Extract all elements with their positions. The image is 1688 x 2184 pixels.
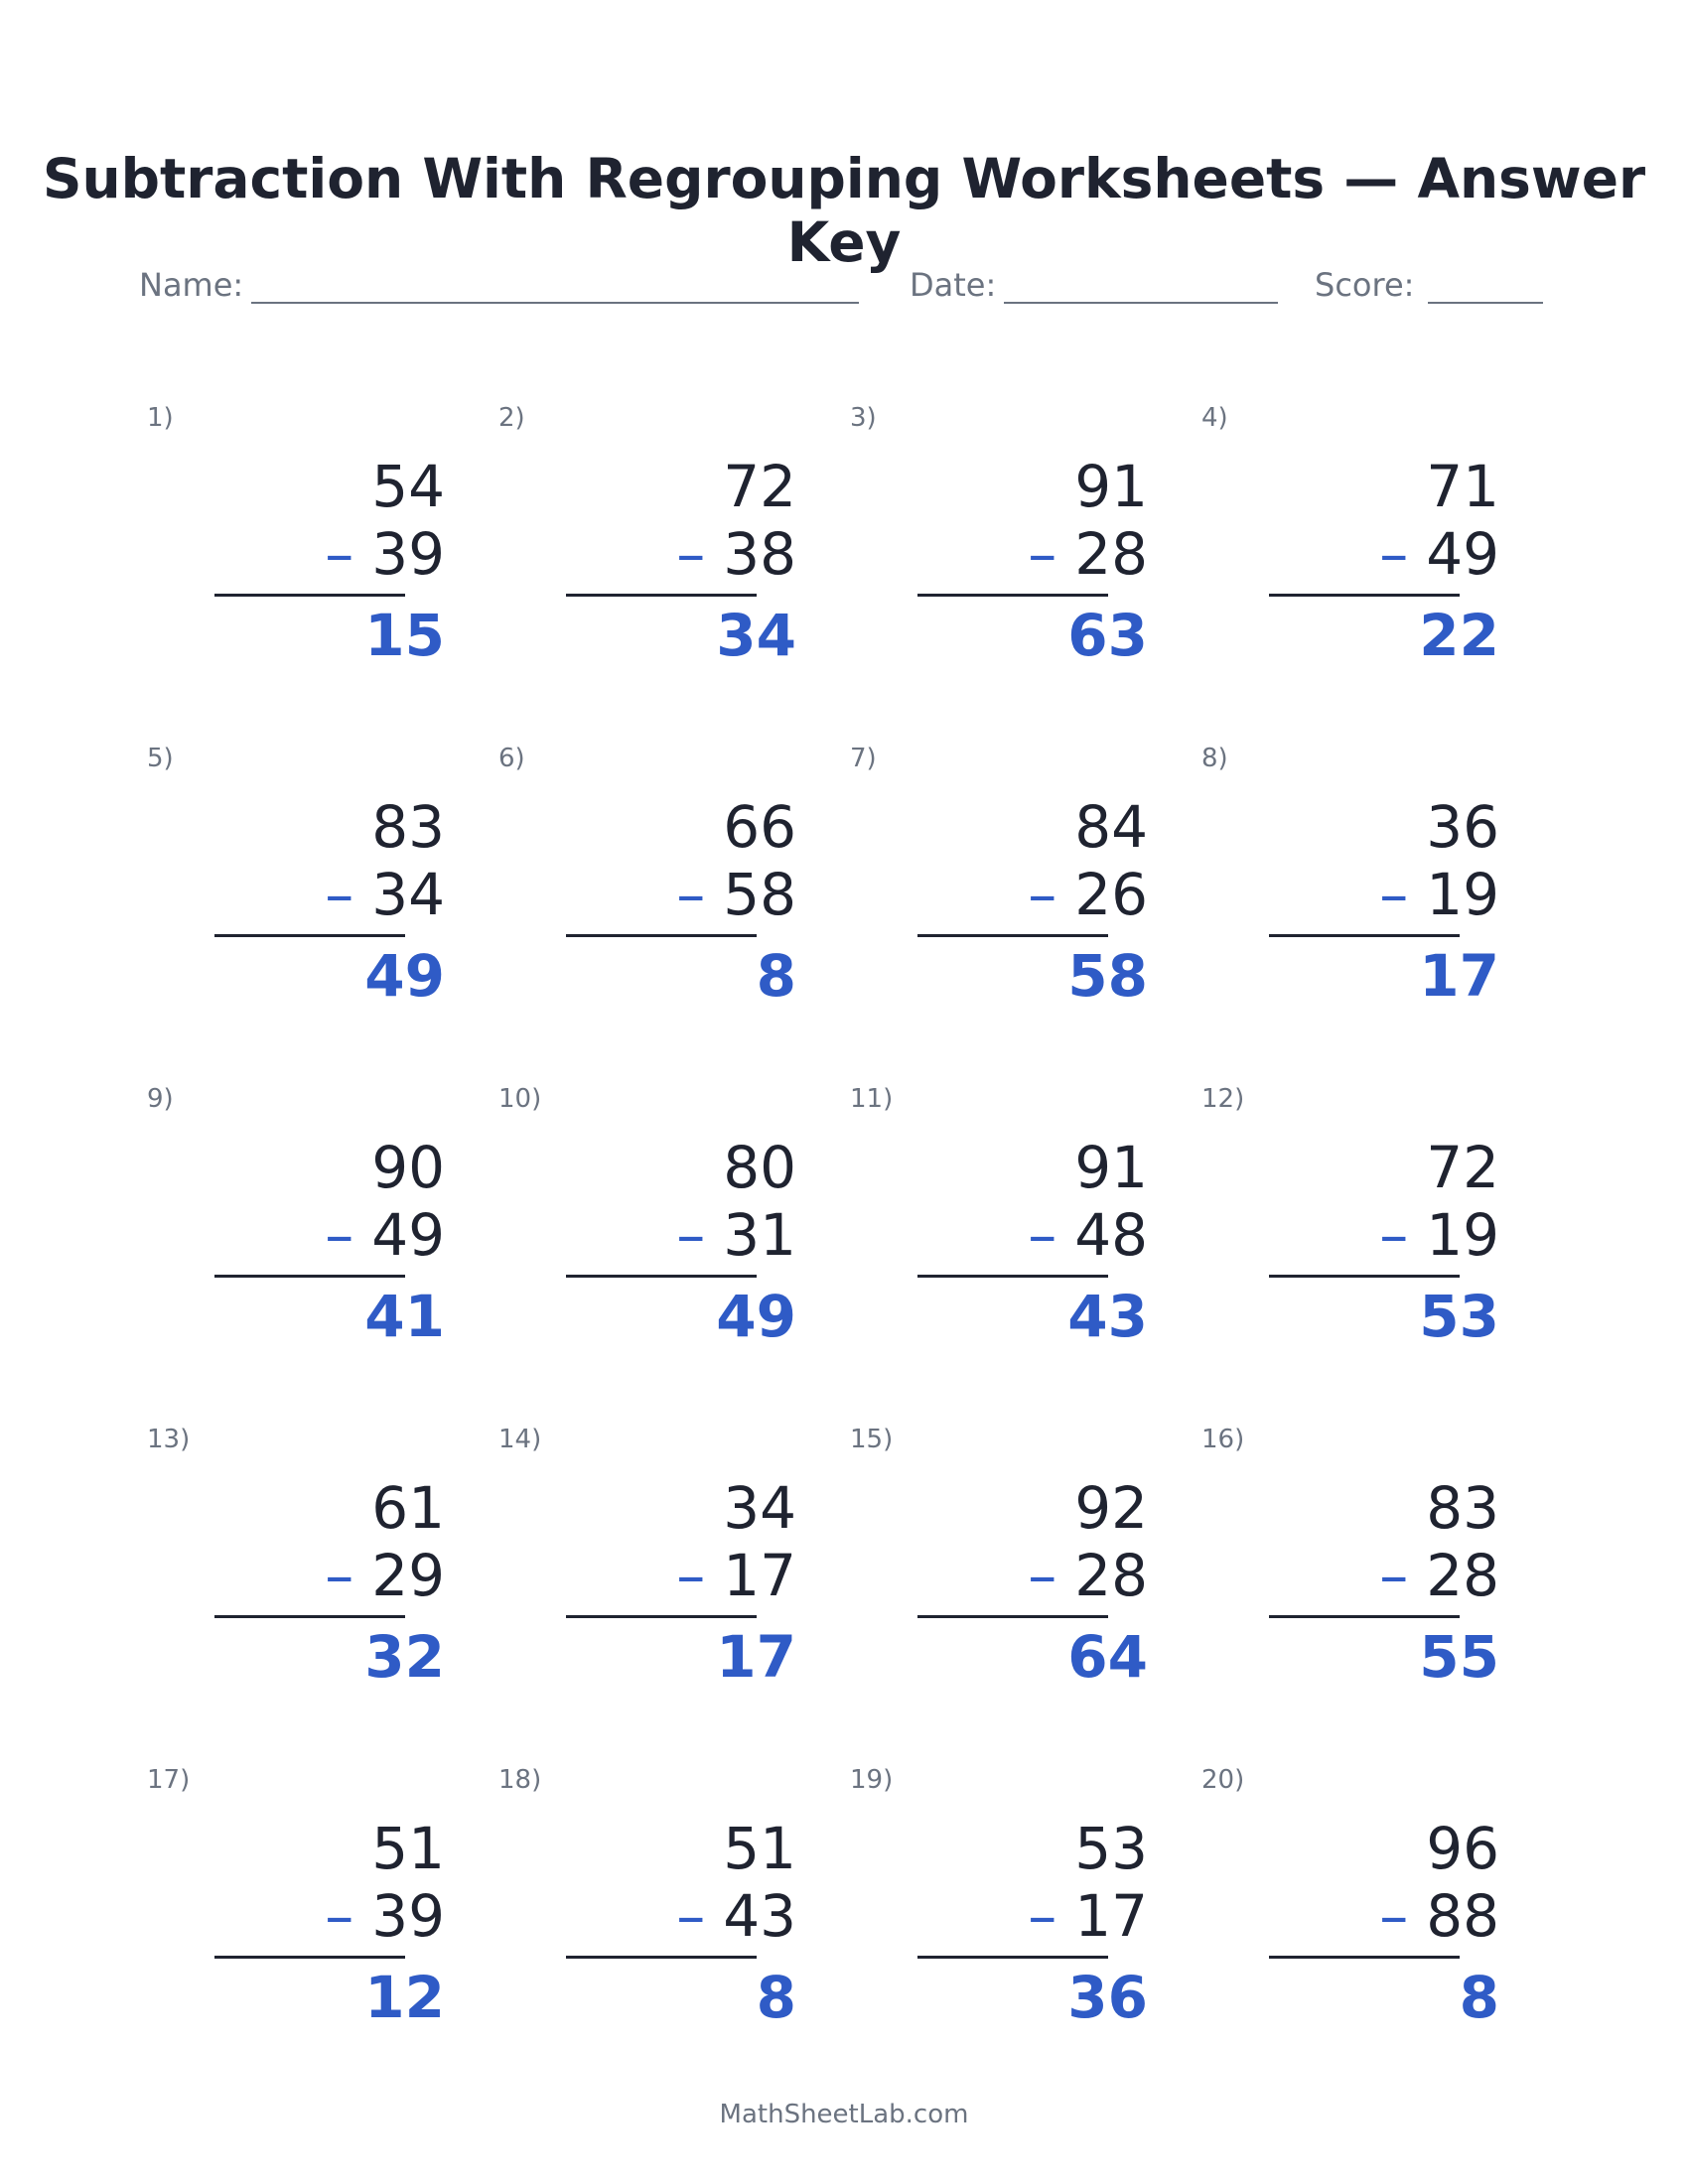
problem (850, 1084, 1188, 1382)
minus-sign: – (325, 520, 354, 588)
subtrahend-row (598, 1542, 796, 1609)
answer: 63 (1067, 602, 1148, 669)
answer-rule (566, 1275, 757, 1278)
problem (147, 1425, 485, 1722)
problem-number: 13) (147, 1425, 191, 1454)
name-label: Name: (139, 266, 244, 304)
subtrahend-row (1301, 1882, 1499, 1950)
subtrahend-row (949, 1542, 1148, 1609)
subtrahend: 19 (1426, 1201, 1499, 1269)
minuend: 71 (1426, 453, 1499, 520)
subtrahend-row (246, 1882, 445, 1950)
subtrahend: 34 (371, 861, 445, 928)
problem (498, 1084, 836, 1382)
answer-rule (566, 1956, 757, 1959)
minus-sign: – (325, 1201, 354, 1269)
answer: 49 (364, 942, 445, 1010)
answer-rule (1269, 1615, 1460, 1618)
problem (498, 1765, 836, 2063)
answer: 34 (716, 602, 796, 669)
minuend: 66 (723, 793, 796, 861)
minus-sign: – (1028, 861, 1057, 928)
problem (1201, 1425, 1539, 1722)
minus-sign: – (325, 1542, 354, 1609)
subtrahend-row (949, 861, 1148, 928)
answer-rule (214, 1956, 405, 1959)
minus-sign: – (1379, 520, 1409, 588)
score-label: Score: (1315, 266, 1415, 304)
answer: 8 (756, 942, 796, 1010)
answer: 8 (756, 1964, 796, 2031)
minuend: 83 (1426, 1474, 1499, 1542)
minus-sign: – (676, 861, 706, 928)
problem-number: 15) (850, 1425, 894, 1454)
subtrahend: 19 (1426, 861, 1499, 928)
minus-sign: – (676, 1882, 706, 1950)
minuend: 54 (371, 453, 445, 520)
minus-sign: – (1028, 1201, 1057, 1269)
minuend: 36 (1426, 793, 1499, 861)
problem-number: 20) (1201, 1765, 1245, 1795)
minus-sign: – (325, 861, 354, 928)
subtrahend-row (949, 520, 1148, 588)
minuend: 34 (723, 1474, 796, 1542)
minuend: 72 (1426, 1134, 1499, 1201)
minuend: 91 (1074, 453, 1148, 520)
minus-sign: – (1028, 1882, 1057, 1950)
subtrahend: 49 (1426, 520, 1499, 588)
answer: 32 (364, 1623, 445, 1691)
answer: 17 (716, 1623, 796, 1691)
problem-number: 1) (147, 403, 174, 433)
subtrahend: 31 (723, 1201, 796, 1269)
subtrahend-row (598, 861, 796, 928)
minus-sign: – (676, 1201, 706, 1269)
minuend: 53 (1074, 1815, 1148, 1882)
subtrahend: 43 (723, 1882, 796, 1950)
minus-sign: – (325, 1882, 354, 1950)
problem-number: 11) (850, 1084, 894, 1114)
answer: 41 (364, 1283, 445, 1350)
answer: 12 (364, 1964, 445, 2031)
minuend: 72 (723, 453, 796, 520)
answer: 55 (1419, 1623, 1499, 1691)
problem-number: 12) (1201, 1084, 1245, 1114)
minus-sign: – (1379, 1201, 1409, 1269)
answer: 17 (1419, 942, 1499, 1010)
problem-number: 19) (850, 1765, 894, 1795)
subtrahend-row (949, 1201, 1148, 1269)
subtrahend: 17 (723, 1542, 796, 1609)
problem (1201, 744, 1539, 1041)
problem (147, 1084, 485, 1382)
minuend: 90 (371, 1134, 445, 1201)
minus-sign: – (1379, 861, 1409, 928)
answer: 43 (1067, 1283, 1148, 1350)
answer-rule (917, 1275, 1108, 1278)
minus-sign: – (676, 1542, 706, 1609)
answer: 53 (1419, 1283, 1499, 1350)
minuend: 91 (1074, 1134, 1148, 1201)
subtrahend: 28 (1074, 1542, 1148, 1609)
answer: 58 (1067, 942, 1148, 1010)
answer: 64 (1067, 1623, 1148, 1691)
minuend: 83 (371, 793, 445, 861)
answer-rule (917, 1615, 1108, 1618)
answer: 36 (1067, 1964, 1148, 2031)
problem-number: 16) (1201, 1425, 1245, 1454)
subtrahend-row (949, 1882, 1148, 1950)
subtrahend-row (598, 1201, 796, 1269)
answer-rule (214, 1275, 405, 1278)
answer: 49 (716, 1283, 796, 1350)
subtrahend: 17 (1074, 1882, 1148, 1950)
answer-rule (214, 1615, 405, 1618)
subtrahend: 29 (371, 1542, 445, 1609)
minus-sign: – (1379, 1542, 1409, 1609)
answer-rule (566, 934, 757, 937)
problem-number: 7) (850, 744, 877, 773)
answer-rule (1269, 1956, 1460, 1959)
answer-rule (917, 1956, 1108, 1959)
problem (850, 1425, 1188, 1722)
problem-number: 17) (147, 1765, 191, 1795)
date-label: Date: (910, 266, 997, 304)
answer-rule (1269, 1275, 1460, 1278)
answer-rule (1269, 934, 1460, 937)
minuend: 51 (371, 1815, 445, 1882)
minuend: 92 (1074, 1474, 1148, 1542)
subtrahend-row (246, 861, 445, 928)
problem (498, 744, 836, 1041)
answer-rule (214, 934, 405, 937)
subtrahend-row (598, 520, 796, 588)
minus-sign: – (1028, 1542, 1057, 1609)
subtrahend: 39 (371, 520, 445, 588)
problem (498, 403, 836, 701)
minus-sign: – (1028, 520, 1057, 588)
minuend: 84 (1074, 793, 1148, 861)
subtrahend-row (246, 1201, 445, 1269)
problem (147, 403, 485, 701)
subtrahend-row (246, 1542, 445, 1609)
answer: 15 (364, 602, 445, 669)
subtrahend-row (246, 520, 445, 588)
problem-number: 2) (498, 403, 525, 433)
problem (498, 1425, 836, 1722)
subtrahend-row (1301, 861, 1499, 928)
problem (147, 1765, 485, 2063)
minuend: 80 (723, 1134, 796, 1201)
subtrahend: 38 (723, 520, 796, 588)
problem (850, 1765, 1188, 2063)
minuend: 51 (723, 1815, 796, 1882)
subtrahend-row (1301, 1542, 1499, 1609)
minuend: 61 (371, 1474, 445, 1542)
page-title: Subtraction With Regrouping Worksheets — Answer Key (42, 147, 1646, 274)
problem-number: 10) (498, 1084, 542, 1114)
problem-number: 18) (498, 1765, 542, 1795)
problem-number: 9) (147, 1084, 174, 1114)
subtrahend-row (1301, 1201, 1499, 1269)
problem (1201, 403, 1539, 701)
subtrahend: 39 (371, 1882, 445, 1950)
problem-number: 14) (498, 1425, 542, 1454)
answer-rule (566, 1615, 757, 1618)
answer: 8 (1459, 1964, 1499, 2031)
subtrahend: 26 (1074, 861, 1148, 928)
answer-rule (917, 594, 1108, 597)
problem (1201, 1084, 1539, 1382)
answer-rule (1269, 594, 1460, 597)
subtrahend: 88 (1426, 1882, 1499, 1950)
problem-number: 3) (850, 403, 877, 433)
minuend: 96 (1426, 1815, 1499, 1882)
footer-site: MathSheetLab.com (719, 2100, 969, 2129)
minus-sign: – (1379, 1882, 1409, 1950)
problem-number: 6) (498, 744, 525, 773)
minus-sign: – (676, 520, 706, 588)
subtrahend: 58 (723, 861, 796, 928)
problem (850, 744, 1188, 1041)
answer-rule (214, 594, 405, 597)
subtrahend: 28 (1426, 1542, 1499, 1609)
subtrahend-row (598, 1882, 796, 1950)
subtrahend: 48 (1074, 1201, 1148, 1269)
problem (147, 744, 485, 1041)
subtrahend: 49 (371, 1201, 445, 1269)
subtrahend-row (1301, 520, 1499, 588)
subtrahend: 28 (1074, 520, 1148, 588)
answer: 22 (1419, 602, 1499, 669)
problem (850, 403, 1188, 701)
answer-rule (917, 934, 1108, 937)
problem-number: 5) (147, 744, 174, 773)
answer-rule (566, 594, 757, 597)
problem-number: 4) (1201, 403, 1228, 433)
problem-number: 8) (1201, 744, 1228, 773)
problem (1201, 1765, 1539, 2063)
